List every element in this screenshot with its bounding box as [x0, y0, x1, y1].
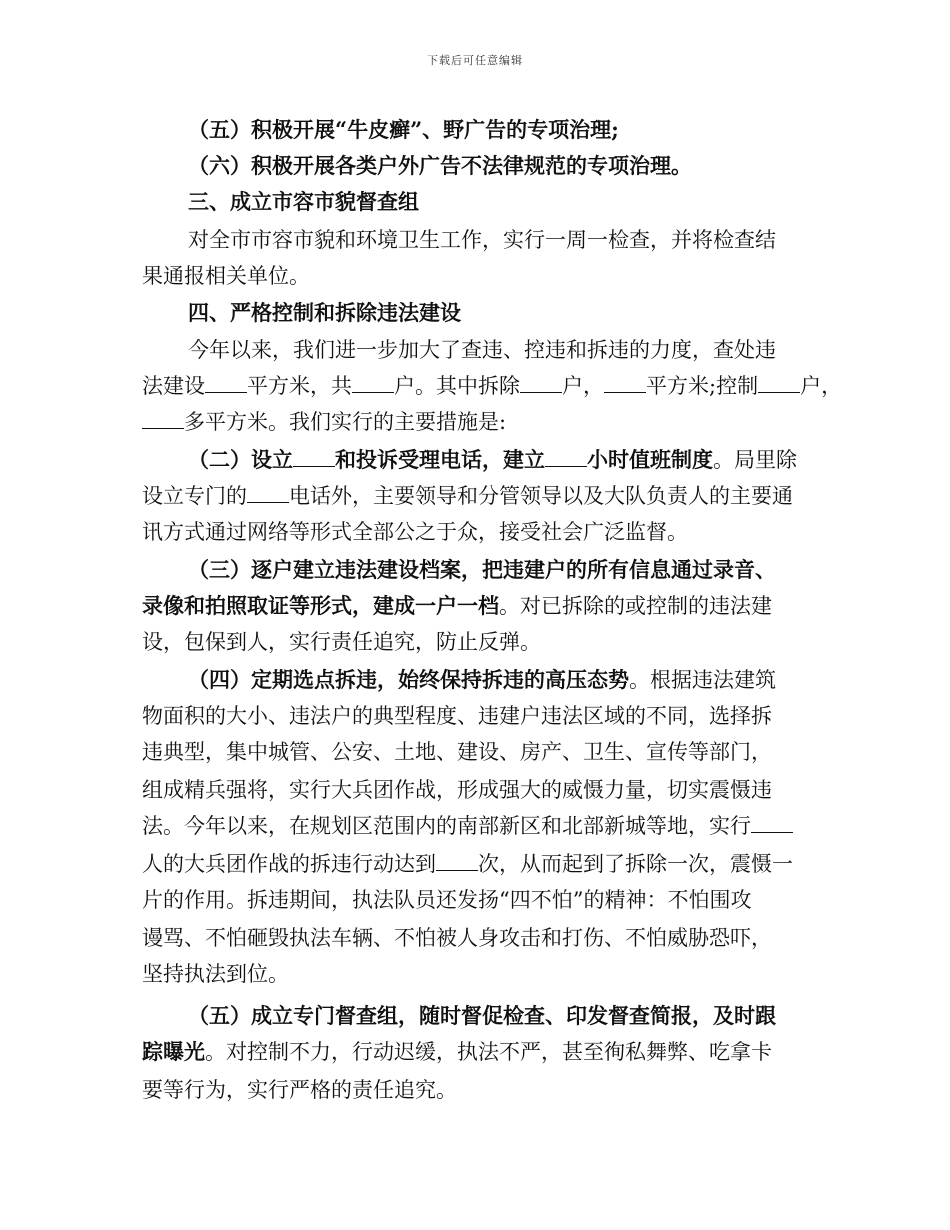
- text-segment: （四）定期选点拆违，始终保持拆违的高压态势: [188, 667, 629, 692]
- text-segment: 户，: [562, 374, 604, 398]
- text-segment: 录像和拍照取证等形式，建成一户一档: [142, 593, 499, 618]
- text-segment: 小时值班制度: [587, 447, 713, 472]
- text-line: [142, 368, 842, 404]
- text-segment: 组成精兵强将，实行大兵团作战，形成强大的威慑力量，切实震慑违: [142, 778, 772, 802]
- text-line: [142, 956, 289, 992]
- text-line: [188, 148, 692, 184]
- text-line: [142, 846, 793, 882]
- text-segment: （六）积极开展各类户外广告不法律规范的专项治理。: [188, 153, 692, 178]
- text-segment: 踪曝光: [142, 1039, 205, 1064]
- text-segment: （二）设立: [188, 447, 293, 472]
- text-segment: 户，: [800, 374, 843, 398]
- text-line: [188, 332, 776, 368]
- text-line: [142, 624, 541, 660]
- text-segment: 物面积的大小、违法户的典型程度、违建户违法区域的不同，选择拆: [142, 704, 772, 728]
- text-segment: 片的作用。拆违期间，执法队员还发扬“四不怕”的精神：不怕围攻: [142, 888, 752, 912]
- blank-field: [247, 480, 289, 503]
- text-line: [142, 882, 751, 918]
- text-segment: 法。今年以来，在规划区范围内的南部新区和北部新城等地，实行: [142, 814, 751, 838]
- blank-field: [436, 848, 478, 871]
- text-line: [188, 112, 619, 148]
- text-segment: 。对控制不力，行动迟缓，执法不严，甚至徇私舞弊、吃拿卡: [205, 1040, 772, 1064]
- text-line: [142, 404, 506, 440]
- text-line: [142, 258, 310, 294]
- text-segment: 次，从而起到了拆除一次，震慑一: [478, 852, 793, 876]
- text-segment: 讯方式通过网络等形式全部公之于众，接受社会广泛监督。: [142, 520, 688, 544]
- text-segment: 人的大兵团作战的拆违行动达到: [142, 852, 436, 876]
- text-segment: 四、严格控制和拆除违法建设: [188, 300, 461, 325]
- text-line: [142, 514, 688, 550]
- blank-field: [293, 444, 335, 467]
- text-segment: 违典型，集中城管、公安、土地、建设、房产、卫生、宣传等部门，: [142, 740, 772, 764]
- text-line: [142, 588, 772, 624]
- text-line: [188, 295, 461, 331]
- blank-field: [142, 406, 184, 429]
- text-line: [142, 478, 793, 514]
- text-line: [142, 772, 772, 808]
- page-header: 下载后可任意编辑: [427, 54, 523, 67]
- text-line: [188, 998, 776, 1034]
- text-line: [142, 734, 772, 770]
- text-segment: 今年以来，我们进一步加大了查违、控违和拆违的力度，查处违: [188, 338, 776, 362]
- text-segment: 。对已拆除的或控制的违法建: [499, 594, 772, 618]
- blank-field: [545, 444, 587, 467]
- blank-field: [604, 370, 646, 393]
- blank-field: [758, 370, 800, 393]
- text-segment: 果通报相关单位。: [142, 264, 310, 288]
- blank-field: [352, 370, 394, 393]
- text-segment: 对全市市容市貌和环境卫生工作，实行一周一检查，并将检查结: [188, 228, 776, 252]
- text-segment: 多平方米。我们实行的主要措施是:: [184, 410, 507, 434]
- text-segment: 电话外，主要领导和分管领导以及大队负责人的主要通: [289, 484, 793, 508]
- text-segment: （三）逐户建立违法建设档案，把违建户的所有信息通过录音、: [188, 557, 776, 582]
- text-segment: 坚持执法到位。: [142, 962, 289, 986]
- text-segment: 平方米;控制: [646, 374, 759, 398]
- text-segment: 。根据违法建筑: [629, 668, 776, 692]
- text-line: [188, 184, 419, 220]
- text-line: [142, 1072, 457, 1108]
- text-segment: 户。其中拆除: [394, 374, 520, 398]
- text-segment: 设，包保到人，实行责任追究，防止反弹。: [142, 630, 541, 654]
- text-line: [188, 222, 776, 258]
- blank-field: [205, 370, 247, 393]
- text-line: [142, 920, 772, 956]
- text-segment: 。局里除: [713, 448, 797, 472]
- text-segment: 平方米，共: [247, 374, 352, 398]
- text-line: [142, 698, 772, 734]
- text-segment: 和投诉受理电话，建立: [335, 447, 545, 472]
- text-segment: 三、成立市容市貌督查组: [188, 189, 419, 214]
- text-segment: 法建设: [142, 374, 205, 398]
- text-line: [188, 662, 776, 698]
- text-segment: （五）积极开展“牛皮癣”、野广告的专项治理;: [188, 117, 619, 142]
- text-line: [142, 1034, 772, 1070]
- text-line: [188, 442, 797, 478]
- text-line: [142, 808, 793, 844]
- blank-field: [520, 370, 562, 393]
- text-segment: 要等行为，实行严格的责任追究。: [142, 1078, 457, 1102]
- text-segment: 设立专门的: [142, 484, 247, 508]
- text-line: [188, 552, 776, 588]
- text-segment: （五）成立专门督查组，随时督促检查、印发督查简报，及时跟: [188, 1003, 776, 1028]
- text-segment: 谩骂、不怕砸毁执法车辆、不怕被人身攻击和打伤、不怕威胁恐吓，: [142, 926, 772, 950]
- blank-field: [751, 810, 793, 833]
